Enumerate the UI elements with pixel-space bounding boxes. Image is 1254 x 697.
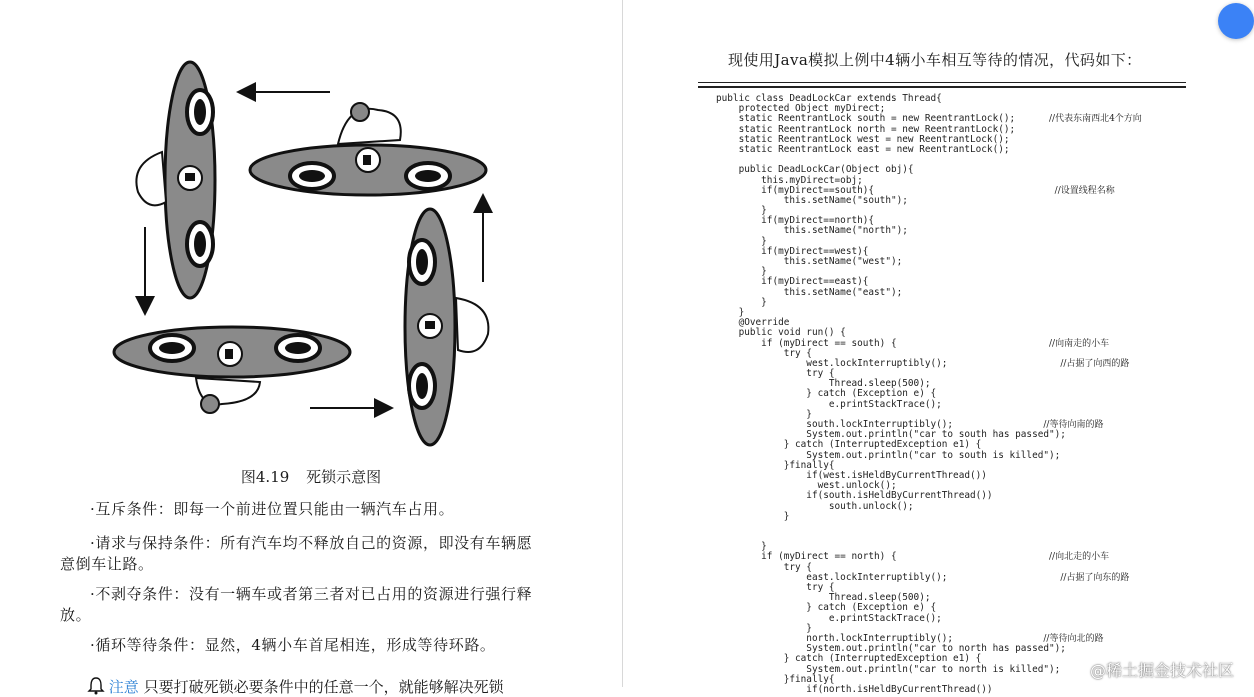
code-block (716, 94, 1142, 695)
code-text: static ReentrantLock south = new ReentrantLock(); (716, 113, 1050, 125)
code-line (716, 532, 1142, 542)
note (88, 676, 504, 697)
code-text: if(south.isHeldByCurrentThread()) (716, 490, 993, 502)
car-right (405, 209, 488, 445)
code-text: Thread.sleep(500); (716, 592, 931, 604)
code-comment: //等待向南的路 (1043, 420, 1104, 430)
code-text: Thread.sleep(500); (716, 378, 931, 390)
car-top (250, 103, 486, 195)
code-text: } catch (InterruptedException e1) { (716, 653, 982, 665)
code-text: } (716, 541, 767, 553)
code-text: System.out.println("car to south is killed"); (716, 449, 1061, 461)
code-comment: //等待向北的路 (1043, 633, 1104, 644)
code-comment: //占据了向西的路 (1060, 358, 1130, 369)
code-text: static ReentrantLock north = new ReentrantLock(); (716, 123, 1016, 135)
code-comment: //占据了向东的路 (1060, 572, 1130, 583)
code-text: @Override (716, 317, 790, 329)
code-line (716, 522, 1142, 532)
note-keyword: 注意 (108, 678, 139, 696)
code-text: static ReentrantLock east = new ReentrantLock(); (716, 143, 1010, 155)
code-text: } (716, 266, 767, 278)
code-text: e.printStackTrace(); (716, 612, 942, 624)
floating-action-button[interactable] (1218, 3, 1254, 39)
code-line (716, 512, 1142, 522)
code-top-rule (698, 82, 1186, 88)
code-line (716, 288, 1142, 298)
code-text: }finally{ (716, 459, 835, 471)
code-line (716, 257, 1142, 267)
left-page (0, 0, 622, 696)
code-text: } (716, 510, 790, 522)
code-comment: //代表东南西北4个方向 (1049, 114, 1142, 125)
code-text: south.unlock(); (716, 500, 914, 512)
code-text: System.out.println("car to north is killed"); (716, 663, 1061, 675)
code-comment: //向北走的小车 (1049, 552, 1110, 563)
figure-title: 死锁示意图 (306, 468, 382, 486)
watermark: @稀土掘金技术社区 (1089, 661, 1234, 680)
car-left (136, 62, 215, 298)
code-text: try { (716, 347, 812, 359)
code-text: System.out.println("car to north has passed"); (716, 643, 1066, 655)
bell-icon (88, 677, 104, 695)
code-text: if (myDirect == south) { (716, 337, 1050, 349)
code-text: west.lockInterruptibly(); (716, 357, 1061, 369)
figure-label: 图4.19 (240, 468, 290, 486)
figure-caption (0, 466, 622, 487)
code-text: south.lockInterruptibly(); (716, 419, 1044, 430)
code-text: static ReentrantLock west = new ReentrantLock(); (716, 133, 1010, 145)
paragraph: ·请求与保持条件：所有汽车均不释放自己的资源，即没有车辆愿意倒车让路。 (60, 534, 533, 573)
code-text: if(myDirect==south){ (716, 184, 1055, 196)
car-bottom (114, 327, 350, 413)
code-text: protected Object myDirect; (716, 103, 886, 115)
code-text: this.setName("west"); (716, 256, 903, 267)
code-line (716, 226, 1142, 236)
code-text: this.myDirect=obj; (716, 174, 863, 186)
code-text: if(myDirect==west){ (716, 245, 869, 257)
code-text: } (716, 408, 812, 420)
code-text: } catch (Exception e) { (716, 602, 937, 614)
code-text: } catch (InterruptedException e1) { (716, 439, 982, 451)
code-text: north.lockInterruptibly(); (716, 632, 1044, 644)
code-text: try { (716, 561, 812, 573)
code-text: } (716, 306, 745, 318)
paragraph: ·不剥夺条件：没有一辆车或者第三者对已占用的资源进行强行释放。 (60, 585, 533, 624)
code-text: } (716, 296, 767, 308)
note-text: 只要打破死锁必要条件中的任意一个，就能够解决死锁 (143, 678, 504, 696)
code-line (716, 298, 1142, 308)
deadlock-figure (100, 52, 520, 452)
code-text: public void run() { (716, 327, 846, 339)
code-text: System.out.println("car to south has passed"); (716, 429, 1066, 441)
code-text: if(myDirect==east){ (716, 276, 869, 288)
code-line (716, 685, 1142, 695)
code-text: try { (716, 582, 835, 593)
paragraph: ·互斥条件：即每一个前进位置只能由一辆汽车占用。 (90, 500, 455, 518)
code-line (716, 145, 1142, 155)
code-text: if(west.isHeldByCurrentThread()) (716, 469, 987, 481)
code-comment: //设置线程名称 (1054, 185, 1115, 196)
code-text: if(myDirect==north){ (716, 215, 875, 227)
code-text: public DeadLockCar(Object obj){ (716, 164, 914, 176)
right-page (623, 0, 1240, 695)
intro-text: 现使用Java模拟上例中4辆小车相互等待的情况，代码如下： (728, 51, 1142, 69)
code-text: } catch (Exception e) { (716, 388, 937, 400)
code-line (716, 196, 1142, 206)
code-text: } (716, 235, 767, 247)
code-text: } (716, 205, 767, 217)
code-text: if (myDirect == north) { (716, 551, 1050, 563)
paragraph: ·循环等待条件：显然，4辆小车首尾相连，形成等待环路。 (90, 636, 496, 654)
code-comment: //向南走的小车 (1049, 338, 1110, 349)
code-text: east.lockInterruptibly(); (716, 571, 1061, 583)
code-text: public class DeadLockCar extends Thread{ (716, 93, 942, 104)
code-text: this.setName("east"); (716, 286, 903, 298)
code-text: e.printStackTrace(); (716, 398, 942, 410)
code-text: } (716, 622, 812, 634)
code-text: west.unlock(); (716, 480, 897, 492)
code-text: try { (716, 368, 835, 380)
code-text: this.setName("south"); (716, 194, 908, 206)
code-text: }finally{ (716, 673, 835, 685)
code-text: this.setName("north"); (716, 225, 908, 237)
code-text: if(north.isHeldByCurrentThread()) (716, 683, 993, 695)
